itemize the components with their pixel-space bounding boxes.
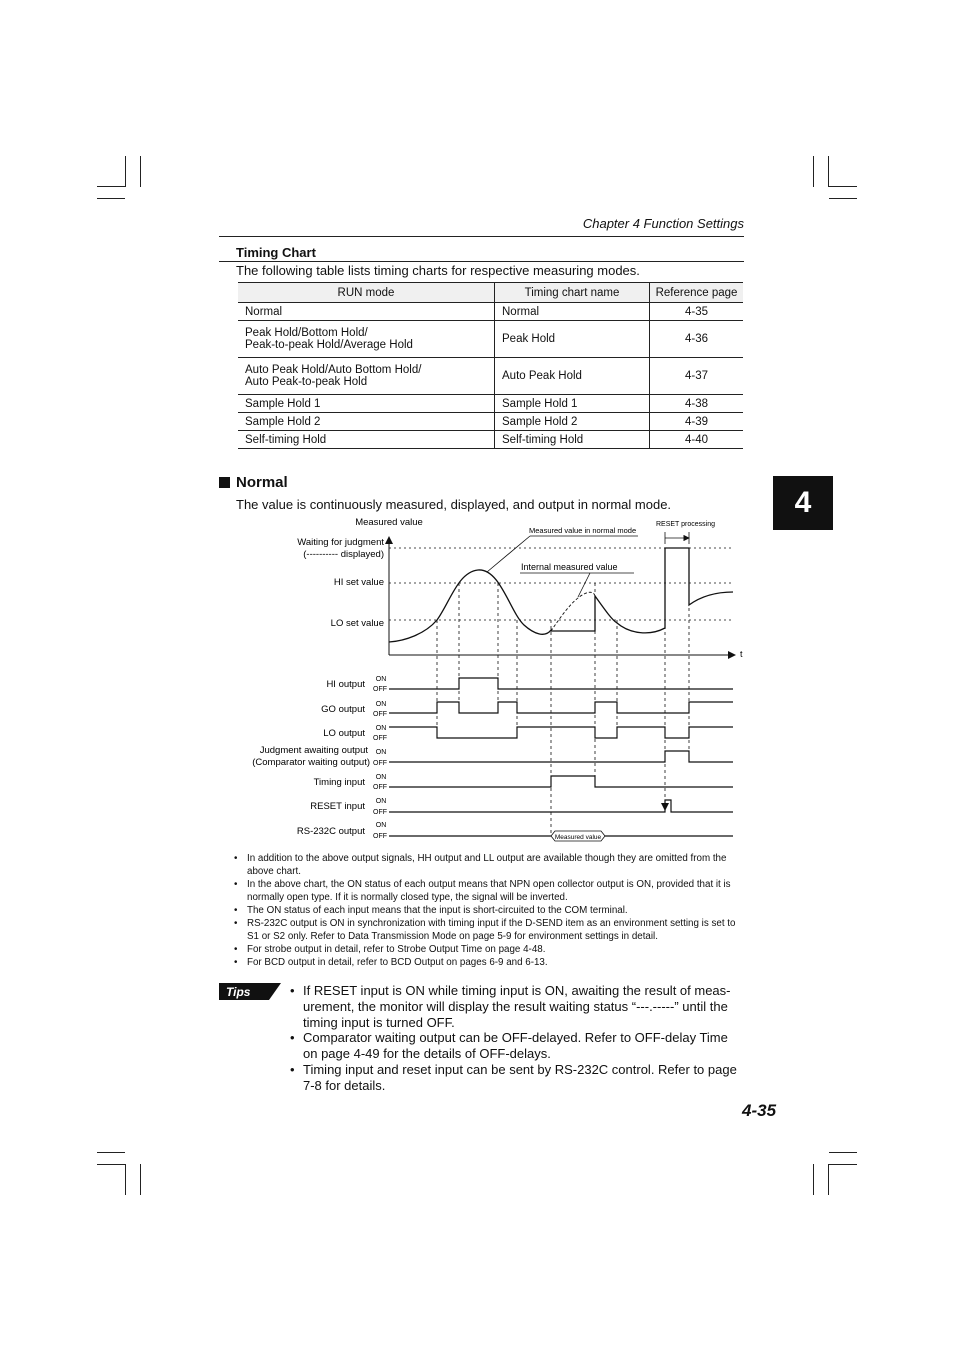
judgment-label-1: Judgment awaiting output [259, 745, 368, 756]
list-item: • Comparator waiting output can be OFF-delayed. Refer to OFF-delay Time on page 4-49 for the details of OFF-delays. [290, 1030, 745, 1062]
cell-run-mode: Normal [238, 303, 495, 321]
cell-reference-page: 4-35 [650, 303, 744, 321]
on-label: ON [375, 774, 387, 781]
hi-output-wave [389, 678, 733, 689]
list-item: • In addition to the above output signals, HH output and LL output are available though they are omitted from the above chart. [234, 852, 746, 878]
tips-badge [219, 983, 281, 1000]
list-item: • RS-232C output is ON in synchronization with timing input if the D-SEND item as an environment setting is set to S1 or S2 only. Refer to Data Transmission Mode on page 5-9 for environment settings in detail. [234, 917, 746, 943]
footnotes-list [234, 852, 746, 969]
cell-chart-name: Sample Hold 1 [495, 395, 650, 413]
off-label: OFF [373, 711, 387, 718]
reset-processing-label: RESET processing [656, 521, 716, 528]
chapter-tab: 4 [773, 476, 833, 530]
off-label: OFF [373, 735, 387, 742]
judgment-awaiting-wave [389, 751, 733, 762]
rs232c-output-label: RS-232C output [296, 826, 365, 837]
cell-run-mode: Auto Peak Hold/Auto Bottom Hold/ Auto Peak-to-peak Hold [238, 358, 495, 395]
on-label: ON [375, 749, 387, 756]
on-label: ON [375, 822, 387, 829]
internal-curve [551, 592, 595, 631]
off-label: OFF [373, 833, 387, 840]
t-axis-label: t [740, 649, 743, 659]
cell-run-mode: Self-timing Hold [238, 431, 495, 449]
tips-list [290, 983, 745, 1094]
list-item: • Timing input and reset input can be sent by RS-232C control. Refer to page 7-8 for details. [290, 1062, 745, 1094]
cell-reference-page: 4-38 [650, 395, 744, 413]
list-item: • For BCD output in detail, refer to BCD Output on pages 6-9 and 6-13. [234, 956, 746, 969]
timing-input-label: Timing input [313, 777, 365, 788]
internal-label: Internal measured value [521, 562, 618, 572]
leader-line [578, 573, 590, 597]
cell-reference-page: 4-36 [650, 321, 744, 358]
cell-chart-name: Self-timing Hold [495, 431, 650, 449]
transition-guides [437, 548, 689, 835]
waiting-label-2: (---------- displayed) [303, 549, 384, 560]
tips-label: Tips [226, 985, 251, 999]
timing-intro: The following table lists timing charts for respective measuring modes. [236, 263, 640, 278]
measured-normal-label: Measured value in normal mode [529, 526, 637, 535]
cell-reference-page: 4-39 [650, 413, 744, 431]
reset-input-label: RESET input [310, 801, 365, 812]
cell-run-mode: Sample Hold 1 [238, 395, 495, 413]
waiting-label-1: Waiting for judgment [297, 537, 384, 548]
timing-chart-heading: Timing Chart [236, 245, 316, 260]
normal-description: The value is continuously measured, displayed, and output in normal mode. [236, 497, 672, 512]
on-label: ON [375, 676, 387, 683]
page-number: 4-35 [742, 1101, 777, 1120]
chapter-header: Chapter 4 Function Settings [582, 216, 744, 231]
cell-chart-name: Sample Hold 2 [495, 413, 650, 431]
cell-reference-page: 4-40 [650, 431, 744, 449]
on-label: ON [375, 701, 387, 708]
badge-label: Measured value [554, 834, 602, 841]
judgment-label-2: (Comparator waiting output) [252, 757, 370, 768]
cell-run-mode: Sample Hold 2 [238, 413, 495, 431]
normal-title: Normal [236, 474, 288, 491]
on-label: ON [375, 798, 387, 805]
col-run-mode: RUN mode [238, 283, 495, 303]
list-item: • If RESET input is ON while timing input is ON, awaiting the result of meas-urement, the monitor will display the result waiting status “---.-----” until the timing input is turned OFF. [290, 983, 745, 1030]
list-item: • For strobe output in detail, refer to Strobe Output Time on page 4-48. [234, 943, 746, 956]
lo-set-label: LO set value [330, 618, 384, 629]
off-label: OFF [373, 760, 387, 767]
hi-set-label: HI set value [333, 577, 384, 588]
go-output-wave [389, 702, 733, 713]
list-item: • In the above chart, the ON status of each output means that NPN open collector output is ON, provided that it is normally open type. If it is normally closed type, the signal will be inverted. [234, 878, 746, 904]
lo-output-wave [389, 727, 733, 738]
lo-output-label: LO output [323, 728, 365, 739]
on-label: ON [375, 725, 387, 732]
col-chart-name: Timing chart name [495, 283, 650, 303]
cell-reference-page: 4-37 [650, 358, 744, 395]
cell-chart-name: Peak Hold [495, 321, 650, 358]
list-item: • The ON status of each input means that the input is short-circuited to the COM terminal. [234, 904, 746, 917]
reset-input-wave [389, 800, 733, 812]
cell-run-mode: Peak Hold/Bottom Hold/ Peak-to-peak Hold/Average Hold [238, 321, 495, 358]
off-label: OFF [373, 686, 387, 693]
cell-chart-name: Auto Peak Hold [495, 358, 650, 395]
off-label: OFF [373, 784, 387, 791]
go-output-label: GO output [321, 704, 365, 715]
cell-chart-name: Normal [495, 303, 650, 321]
hi-output-label: HI output [326, 679, 365, 690]
timing-input-wave [389, 776, 733, 787]
col-reference-page: Reference page [650, 283, 744, 303]
measured-value-label: Measured value [355, 517, 423, 528]
off-label: OFF [373, 809, 387, 816]
